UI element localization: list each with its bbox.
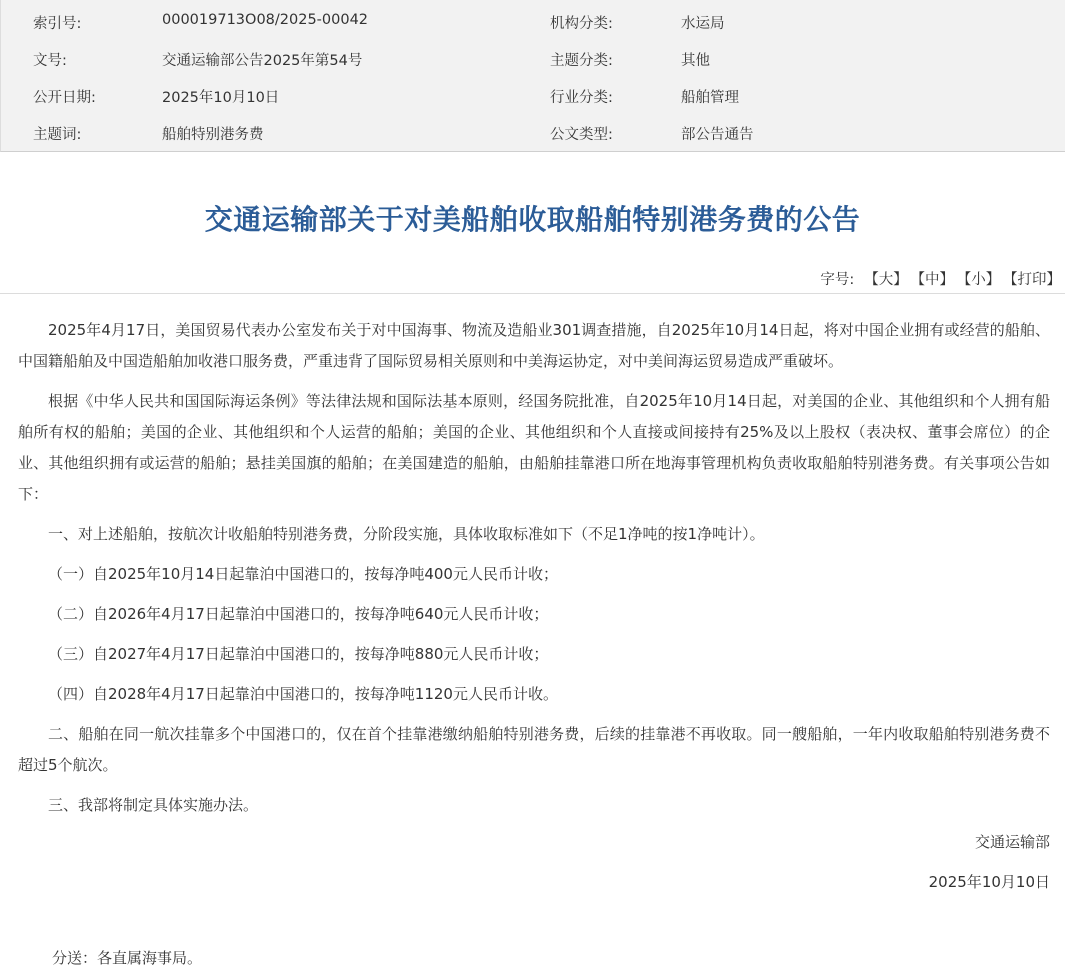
metadata-value-doc-number: 交通运输部公告2025年第54号 <box>162 53 363 69</box>
signature-date: 2025年10月10日 <box>928 873 1050 891</box>
fee-schedule-item: （四）自2028年4月17日起靠泊中国港口的，按每净吨1120元人民币计收。 <box>48 685 558 703</box>
metadata-value-index: 000019713O08/2025-00042 <box>162 12 369 28</box>
metadata-row <box>1 113 1065 150</box>
font-size-toolbar <box>820 268 1061 289</box>
font-size-medium-button[interactable]: 【中】 <box>917 272 954 288</box>
metadata-value-publish-date: 2025年10月10日 <box>162 90 280 106</box>
metadata-label-index: 索引号: <box>33 16 82 32</box>
metadata-value-keywords: 船舶特别港务费 <box>162 127 264 143</box>
metadata-label-topic-category: 主题分类: <box>550 53 613 69</box>
font-size-small-button[interactable]: 【小】 <box>964 272 1001 288</box>
metadata-label-publish-date: 公开日期: <box>33 90 96 106</box>
metadata-value-topic-category: 其他 <box>681 53 710 69</box>
body-paragraph: 三、我部将制定具体实施办法。 <box>48 796 259 814</box>
distribution-note: 分送：各直属海事局。 <box>52 949 203 967</box>
metadata-label-keywords: 主题词: <box>33 127 82 143</box>
metadata-label-doc-type: 公文类型: <box>550 127 613 143</box>
metadata-value-industry-category: 船舶管理 <box>681 90 739 106</box>
metadata-value-doc-type: 部公告通告 <box>681 127 754 143</box>
metadata-row <box>1 39 1065 76</box>
announcement-body <box>18 315 1050 821</box>
body-paragraph: 二、船舶在同一航次挂靠多个中国港口的，仅在首个挂靠港缴纳船舶特别港务费，后续的挂靠港不再收取。同一艘船舶，一年内收取船舶特别港务费不超过5个航次。 <box>18 725 1050 774</box>
body-paragraph: 2025年4月17日，美国贸易代表办公室发布关于对中国海事、物流及造船业301调查措施，自2025年10月14日起，将对中国企业拥有或经营的船舶、中国籍船舶及中国造船舶加收港口服务费，严重违背了国际贸易相关原则和中美海运协定，对中美间海运贸易造成严重破坏。 <box>18 321 1050 370</box>
metadata-label-industry-category: 行业分类: <box>550 90 613 106</box>
signature-organization: 交通运输部 <box>974 833 1050 851</box>
metadata-row <box>1 76 1065 113</box>
body-paragraph: 根据《中华人民共和国国际海运条例》等法律法规和国际法基本原则，经国务院批准，自2025年10月14日起，对美国的企业、其他组织和个人拥有船舶所有权的船舶；美国的企业、其他组织和个人运营的船舶；美国的企业、其他组织和个人直接或间接持有25%及以上股权（表决权、董事会席位）的企业、其他组织拥有或运营的船舶；悬挂美国旗的船舶；在美国建造的船舶，由船舶挂靠港口所在地海事管理机构负责收取船舶特别港务费。有关事项公告如下： <box>18 392 1050 503</box>
fee-schedule-item: （二）自2026年4月17日起靠泊中国港口的，按每净吨640元人民币计收； <box>48 605 549 623</box>
font-size-label: 字号: <box>820 272 855 288</box>
font-size-large-button[interactable]: 【大】 <box>864 272 908 288</box>
print-button[interactable]: 【打印】 <box>1010 272 1061 288</box>
fee-schedule-item: （一）自2025年10月14日起靠泊中国港口的，按每净吨400元人民币计收； <box>48 565 558 583</box>
metadata-label-org-category: 机构分类: <box>550 16 613 32</box>
title-divider <box>0 293 1065 294</box>
metadata-label-doc-number: 文号: <box>33 53 67 69</box>
metadata-row <box>1 2 1065 39</box>
page-title: 交通运输部关于对美船舶收取船舶特别港务费的公告 <box>204 203 861 236</box>
fee-schedule-item: （三）自2027年4月17日起靠泊中国港口的，按每净吨880元人民币计收； <box>48 645 549 663</box>
document-metadata-table <box>0 0 1065 152</box>
body-paragraph: 一、对上述船舶，按航次计收船舶特别港务费，分阶段实施，具体收取标准如下（不足1净吨的按1净吨计）。 <box>48 525 765 543</box>
metadata-value-org-category: 水运局 <box>681 16 725 32</box>
